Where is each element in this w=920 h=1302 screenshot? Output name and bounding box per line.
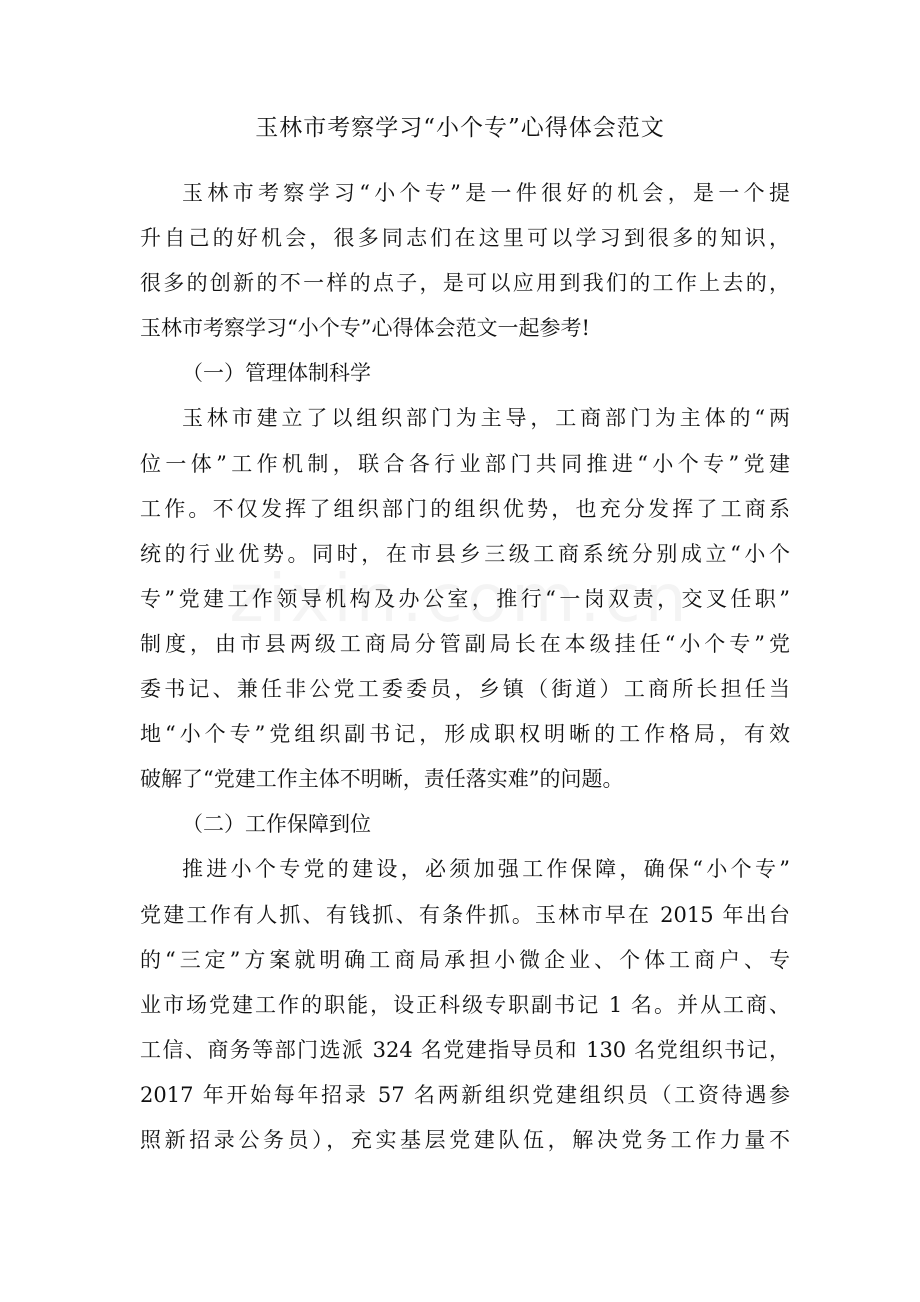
text-line: 玉林市考察学习“小个专”心得体会范文一起参考! [140, 316, 590, 341]
text-line: 工信、商务等部门选派 324 名党建指导员和 130 名党组织书记， [140, 1037, 790, 1062]
text-line: 破解了“党建工作主体不明晰，责任落实难”的问题。 [140, 767, 624, 792]
paragraph-guarantee [140, 847, 790, 1163]
section-heading-1: （一）管理体制科学 [182, 361, 371, 386]
text-line: 升自己的好机会，很多同志们在这里可以学习到很多的知识， [140, 226, 790, 251]
text-line: 玉林市建立了以组织部门为主导，工商部门为主体的“两 [182, 406, 790, 431]
text-line: 地“小个专”党组织副书记，形成职权明晰的工作格局，有效 [140, 722, 790, 747]
text-line: 委书记、兼任非公党工委委员，乡镇（街道）工商所长担任当 [140, 677, 790, 702]
text-line: 很多的创新的不一样的点子，是可以应用到我们的工作上去的， [140, 271, 790, 296]
text-line: 专”党建工作领导机构及办公室，推行“一岗双责，交叉任职” [140, 586, 790, 611]
text-line: 业市场党建工作的职能，设正科级专职副书记 1 名。并从工商、 [140, 992, 790, 1017]
paragraph-intro [140, 171, 790, 351]
text-line: 统的行业优势。同时，在市县乡三级工商系统分别成立“小个 [140, 541, 790, 566]
text-line: 玉林市考察学习“小个专”是一件很好的机会，是一个提 [182, 181, 790, 205]
text-line: 照新招录公务员），充实基层党建队伍，解决党务工作力量不 [140, 1127, 790, 1152]
text-line: 工作。不仅发挥了组织部门的组织优势，也充分发挥了工商系 [140, 496, 790, 521]
text-line: 党建工作有人抓、有钱抓、有条件抓。玉林市早在 2015 年出台 [140, 902, 790, 927]
paragraph-management [140, 396, 790, 802]
text-line: 位一体”工作机制，联合各行业部门共同推进“小个专”党建 [140, 451, 790, 476]
document-body [140, 171, 790, 1163]
text-line: 推进小个专党的建设，必须加强工作保障，确保“小个专” [182, 857, 790, 882]
text-line: 制度，由市县两级工商局分管副局长在本级挂任“小个专”党 [140, 631, 790, 656]
section-heading-2: （二）工作保障到位 [182, 812, 371, 837]
document-title: 玉林市考察学习“小个专”心得体会范文 [255, 115, 665, 141]
text-line: 的“三定”方案就明确工商局承担小微企业、个体工商户、专 [140, 947, 790, 972]
text-line: 2017 年开始每年招录 57 名两新组织党建组织员（工资待遇参 [140, 1082, 790, 1107]
